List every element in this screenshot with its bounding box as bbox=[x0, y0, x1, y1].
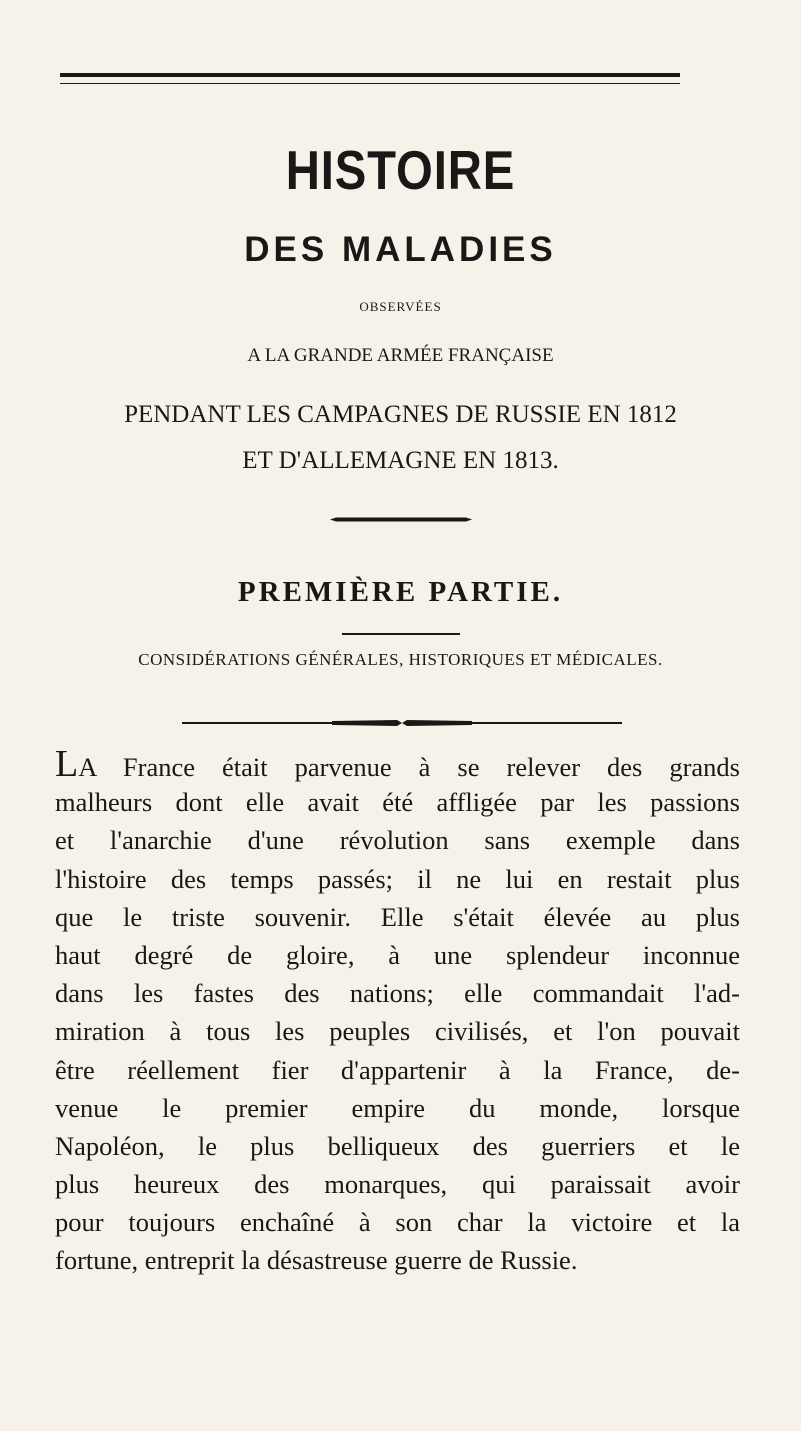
body-paragraph bbox=[55, 745, 740, 1280]
page-title: HISTOIRE bbox=[285, 139, 516, 201]
first-line-text: A France était parvenue à se relever des grands bbox=[78, 752, 740, 782]
body-line: fortune, entreprit la désastreuse guerre de Russie. bbox=[55, 1245, 578, 1276]
short-rule bbox=[342, 633, 460, 635]
body-line: malheurs dont elle avait été affligée par les passions bbox=[55, 787, 740, 818]
body-line: Napoléon, le plus belliqueux des guerriers et le bbox=[55, 1130, 740, 1161]
top-rule-thick bbox=[60, 73, 680, 77]
drop-cap: L bbox=[55, 743, 79, 785]
ornament-double-rule bbox=[182, 712, 622, 720]
body-line: plus heureux des monarques, qui paraissait avoir bbox=[55, 1169, 740, 1200]
body-line: miration à tous les peuples civilisés, et l'on pouvait bbox=[55, 1016, 740, 1047]
body-line: dans les fastes des nations; elle commandait l'ad- bbox=[55, 978, 740, 1009]
section-subtitle: CONSIDÉRATIONS GÉNÉRALES, HISTORIQUES ET MÉDICALES. bbox=[138, 650, 663, 669]
observed-line: OBSERVÉES bbox=[359, 299, 442, 314]
body-line: être réellement fier d'appartenir à la France, de- bbox=[55, 1054, 740, 1085]
germany-line: ET D'ALLEMAGNE EN 1813. bbox=[242, 447, 559, 474]
body-line bbox=[55, 745, 740, 783]
page-subtitle: DES MALADIES bbox=[244, 230, 557, 269]
body-line: haut degré de gloire, à une splendeur inconnue bbox=[55, 939, 740, 970]
campaigns-line: PENDANT LES CAMPAGNES DE RUSSIE EN 1812 bbox=[124, 401, 677, 428]
body-line: et l'anarchie d'une révolution sans exemple dans bbox=[55, 825, 740, 856]
ornament-rule bbox=[330, 517, 472, 522]
section-heading: PREMIÈRE PARTIE. bbox=[237, 576, 564, 608]
top-rule-thin bbox=[60, 83, 680, 84]
army-line: A LA GRANDE ARMÉE FRANÇAISE bbox=[247, 345, 554, 366]
body-line: pour toujours enchaîné à son char la victoire et la bbox=[55, 1207, 740, 1238]
body-line: que le triste souvenir. Elle s'était élevée au plus bbox=[55, 901, 740, 932]
body-line: l'histoire des temps passés; il ne lui en restait plus bbox=[55, 863, 740, 894]
body-line: venue le premier empire du monde, lorsque bbox=[55, 1092, 740, 1123]
